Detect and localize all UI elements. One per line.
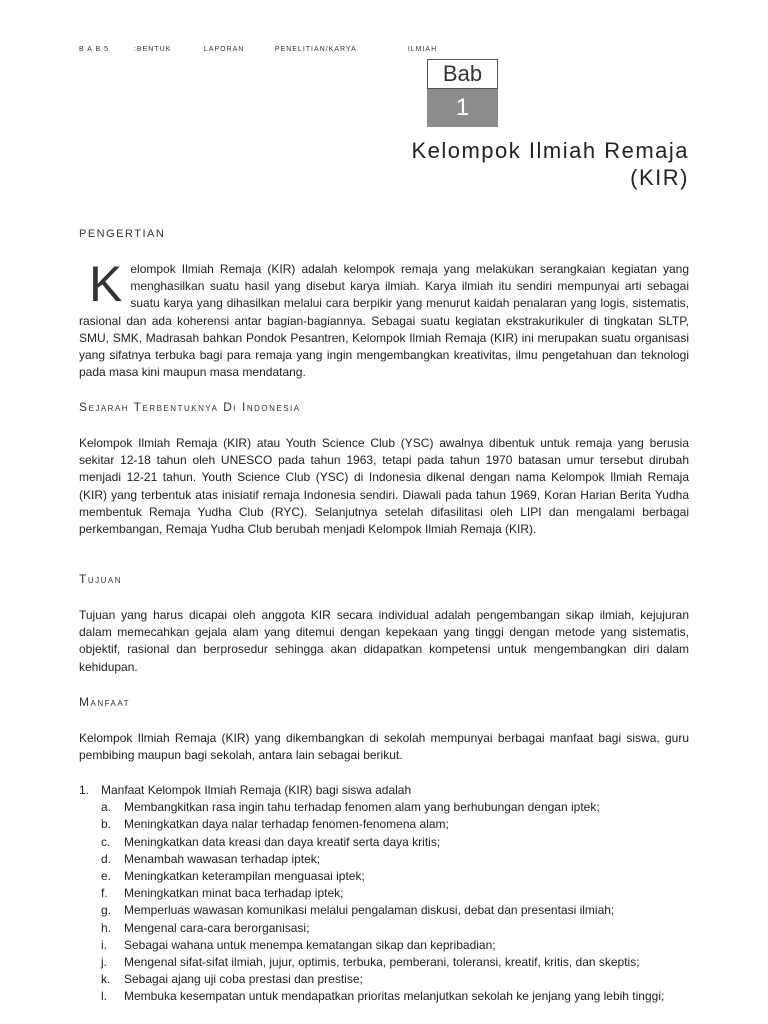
sub-list-letter: d.: [101, 851, 112, 866]
sub-list-item: [101, 816, 689, 833]
sub-list-text: Membangkitkan rasa ingin tahu terhadap fenomen alam yang berhubungan dengan iptek;: [124, 800, 600, 815]
sub-list-text: Memperluas wawasan komunikasi melalui pengalaman diskusi, debat dan presentasi ilmiah;: [124, 903, 615, 918]
sub-list-text: Sebagai wahana untuk menempa kematangan sikap dan kepribadian;: [124, 937, 496, 952]
header-part: PENELITIAN/KARYA: [274, 46, 357, 53]
sub-list-text: Meningkatkan keterampilan menguasai iptek;: [124, 869, 365, 884]
sub-list-letter: e.: [101, 869, 112, 884]
sub-list-item: [101, 851, 689, 868]
sub-list-text: Mengenal cara-cara berorganisasi;: [124, 920, 310, 935]
section-heading-manfaat: Manfaat: [79, 695, 131, 709]
sub-list-letter: l.: [101, 989, 107, 1004]
chapter-badge-number: 1: [427, 89, 498, 127]
sub-list-letter: h.: [101, 920, 112, 935]
sub-list-text: Meningkatkan daya nalar terhadap fenomen-fenomena alam;: [124, 817, 449, 832]
sub-list-item: [101, 988, 689, 1005]
header-part: :BENTUK: [133, 46, 172, 53]
sub-list-letter: c.: [101, 834, 111, 849]
running-header: [79, 46, 437, 53]
section-heading-pengertian: PENGERTIAN: [79, 228, 166, 240]
sub-list-text: Menambah wawasan terhadap iptek;: [124, 851, 321, 866]
sub-list-item: [101, 799, 689, 816]
sub-list-letter: f.: [101, 886, 108, 901]
sub-list-letter: a.: [101, 800, 112, 815]
sub-list-letter: k.: [101, 972, 111, 987]
sub-list-item: [101, 902, 689, 919]
drop-cap: K: [89, 256, 123, 312]
sub-list-item: [101, 885, 689, 902]
tujuan-body: Tujuan yang harus dicapai oleh anggota KIR secara individual adalah pengembangan sikap ilmiah, kejujuran dalam memecahkan gejala alam yang ditemui dengan kepekaan yang tinggi dengan metode yang sistematis, objektif, rasional dan berprosedur sehingga akan didapatkan kompetensi untuk mengembangkan diri dalam kehidupan.: [79, 608, 689, 674]
sub-list-text: Meningkatkan minat baca terhadap iptek;: [124, 886, 344, 901]
sub-list: [79, 799, 689, 1005]
sub-list-item: [101, 954, 689, 971]
chapter-badge: [427, 59, 498, 127]
sub-list-text: Sebagai ajang uji coba prestasi dan prestise;: [124, 972, 363, 987]
section-heading-sejarah: Sejarah Terbentuknya Di Indonesia: [79, 400, 301, 414]
chapter-title: [411, 137, 689, 191]
sub-list-item: [101, 868, 689, 885]
sub-list-text: Mengenal sifat-sifat ilmiah, jujur, optimis, terbuka, pemberani, toleransi, kreatif, kritis, dan skeptis;: [124, 955, 640, 970]
header-part: LAPORAN: [203, 46, 245, 53]
list-number: 1.: [79, 783, 90, 797]
sub-list-item: [101, 834, 689, 851]
section-heading-tujuan: Tujuan: [79, 572, 122, 586]
pengertian-body: elompok Ilmiah Remaja (KIR) adalah kelompok remaja yang melakukan serangkaian kegiatan yang menghasilkan suatu hasil yang disebut karya ilmiah. Karya ilmiah itu sendiri mempunyai arti sebagai suatu karya yang dihasilkan melalui cara berpikir yang menurut kaidah penalaran yang logis, sistematis, rasional dan ada koherensi antar bagian-bagiannya. Sebagai suatu kegiatan ekstrakurikuler di tingkatan SLTP, SMU, SMK, Madrasah bahkan Pondok Pesantren, Kelompok Ilmiah Remaja (KIR) ini merupakan suatu organisasi yang sifatnya terbuka bagi para remaja yang ingin mengembangkan kreativitas, ilmu pengetahuan dan teknologi pada masa kini maupun masa mendatang.: [79, 262, 689, 380]
list-title: Manfaat Kelompok Ilmiah Remaja (KIR) bagi siswa adalah: [101, 783, 412, 797]
manfaat-body: Kelompok Ilmiah Remaja (KIR) yang dikembangkan di sekolah mempunyai berbagai manfaat bagi siswa, guru pembibing maupun bagi sekolah, antara lain sebagai berikut.: [79, 731, 689, 763]
manfaat-list: [79, 782, 689, 1006]
sub-list-letter: b.: [101, 817, 112, 832]
sub-list-text: Meningkatkan data kreasi dan daya kreatif serta daya kritis;: [124, 834, 441, 849]
header-part: ILMIAH: [407, 46, 438, 53]
sub-list-letter: j.: [101, 955, 107, 970]
sub-list-letter: i.: [101, 937, 107, 952]
header-chapter-ref: B A B 5: [79, 46, 109, 53]
sub-list-text: Membuka kesempatan untuk mendapatkan prioritas melanjutkan sekolah ke jenjang yang lebih tinggi;: [124, 989, 665, 1004]
chapter-badge-label: Bab: [427, 59, 498, 89]
chapter-title-line2: (KIR): [630, 165, 689, 190]
sub-list-item: [101, 937, 689, 954]
sejarah-body: Kelompok Ilmiah Remaja (KIR) atau Youth Science Club (YSC) awalnya dibentuk untuk remaja yang berusia sekitar 12-18 tahun oleh UNESCO pada tahun 1963, tetapi pada tahun 1970 batasan umur tersebut dirubah menjadi 12-21 tahun. Youth Science Club (YSC) di Indonesia dikenal dengan nama Kelompok Ilmiah Remaja (KIR) yang terbentuk atas inisiatif remaja Indonesia sendiri. Diawali pada tahun 1969, Koran Harian Berita Yudha membentuk Remaja Yudha Club (RYC). Selanjutnya setelah difasilitasi oleh LIPI dan mengalami berbagai perkembangan, Remaja Yudha Club berubah menjadi Kelompok Ilmiah Remaja (KIR).: [79, 436, 689, 537]
chapter-title-line1: Kelompok Ilmiah Remaja: [411, 138, 689, 163]
sub-list-letter: g.: [101, 903, 112, 918]
sub-list-item: [101, 971, 689, 988]
list-item: [79, 782, 689, 799]
sub-list-item: [101, 920, 689, 937]
pengertian-paragraph: [79, 256, 689, 381]
